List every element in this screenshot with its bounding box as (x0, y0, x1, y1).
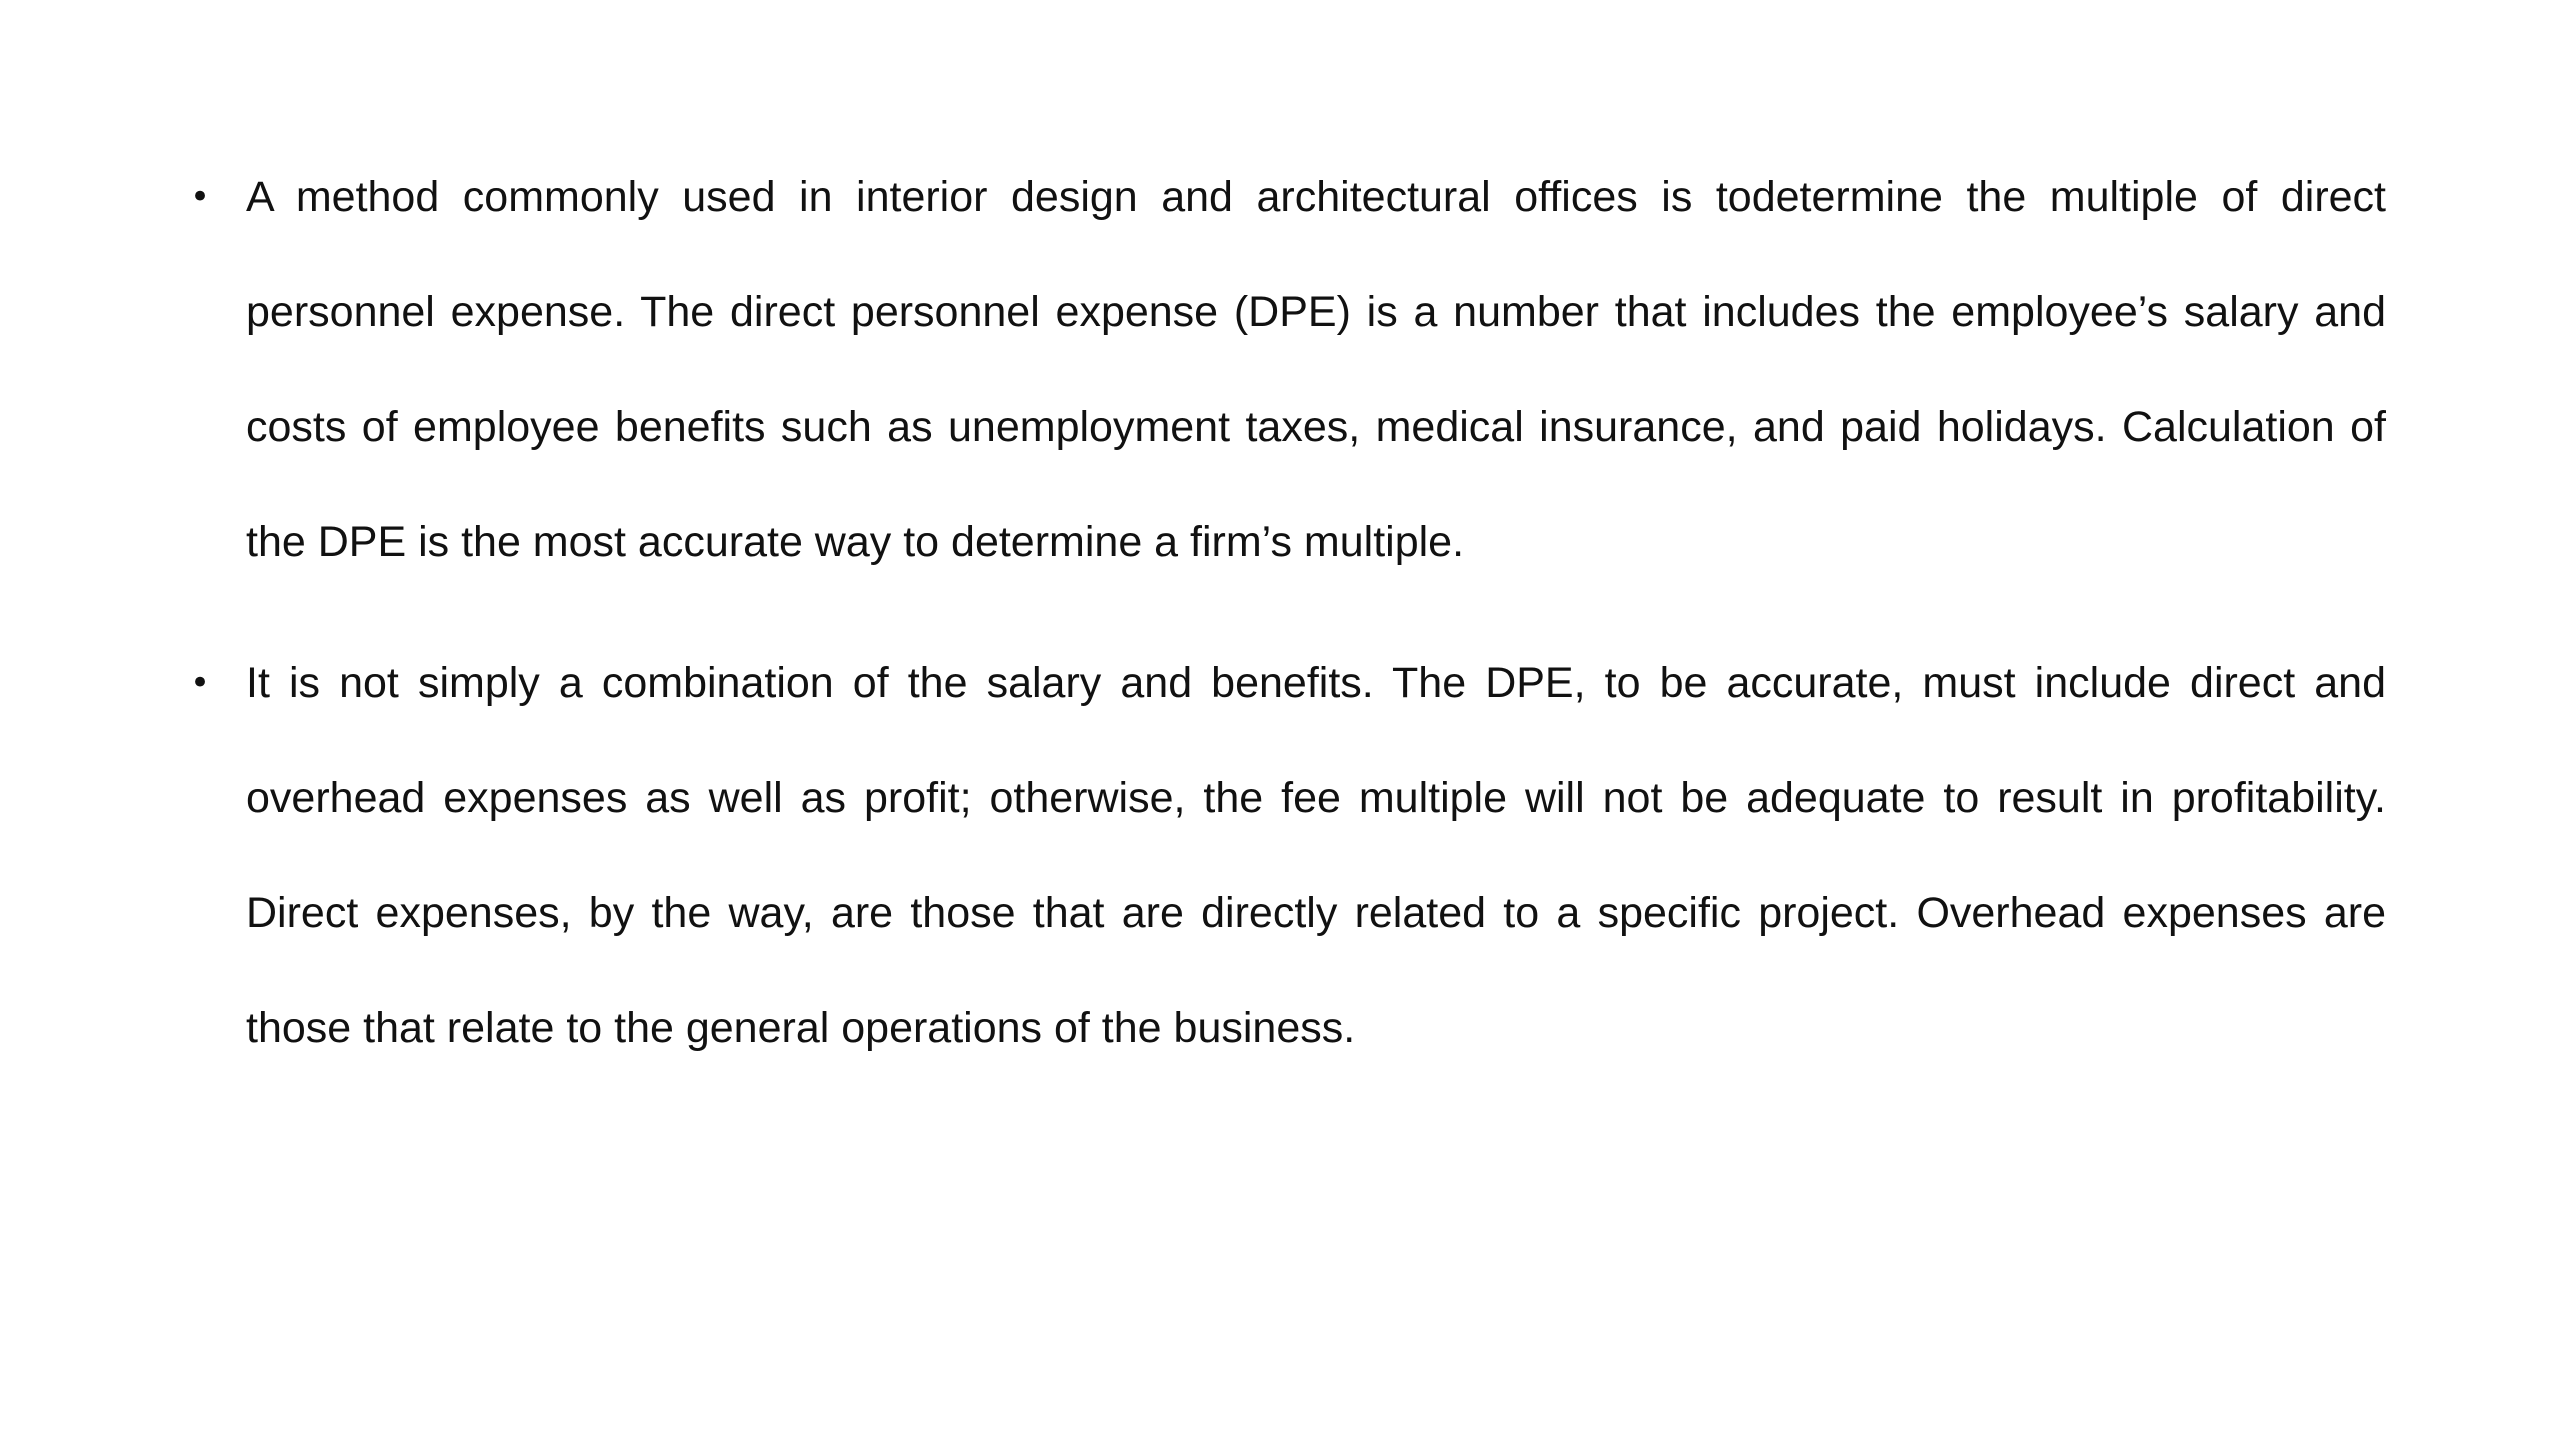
bullet-text: A method commonly used in interior design and architectural offices is todetermine the multiple of direct personnel expense. The direct personnel expense (DPE) is a number that includes the employee’s salary and costs of employee benefits such as unemployment taxes, medical insurance, and paid holidays. Calculation of the DPE is the most accurate way to determine a firm’s multiple. (246, 173, 2386, 566)
bullet-item-dpe-method (190, 140, 2386, 600)
bullet-item-dpe-accuracy (190, 626, 2386, 1086)
bullet-icon: • (190, 663, 211, 703)
bullet-icon: • (190, 177, 211, 217)
bullet-list (190, 140, 2386, 1112)
bullet-text: It is not simply a combination of the salary and benefits. The DPE, to be accurate, must include direct and overhead expenses as well as profit; otherwise, the fee multiple will not be adequate to result in profitability. Direct expenses, by the way, are those that are directly related to a specific project. Overhead expenses are those that relate to the general operations of the business. (246, 659, 2386, 1052)
